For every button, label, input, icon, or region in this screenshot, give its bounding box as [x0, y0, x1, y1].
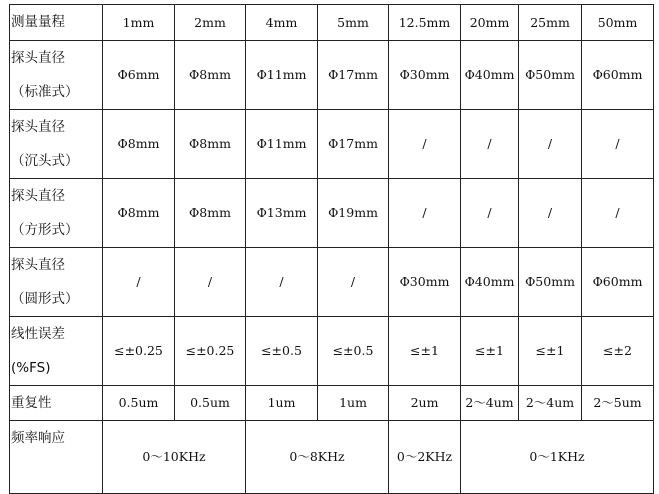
row-label: [10, 41, 103, 110]
row-label: 重复性: [10, 386, 103, 421]
value-cell: Φ19mm: [318, 179, 389, 248]
value-cell: ≤±0.5: [246, 317, 318, 386]
value-cell: Φ17mm: [318, 41, 389, 110]
range-cell: 50mm: [582, 5, 654, 41]
row-probe-standard: [10, 41, 654, 110]
value-cell: ≤±0.25: [103, 317, 175, 386]
row-label-line2: （标准式）: [11, 84, 79, 100]
value-cell: Φ11mm: [246, 110, 318, 179]
value-cell: /: [318, 248, 389, 317]
value-cell: /: [389, 110, 461, 179]
row-label-line2: （沉头式）: [11, 153, 79, 169]
range-cell: 2mm: [175, 5, 246, 41]
value-cell: 1um: [318, 386, 389, 421]
row-label: 频率响应: [10, 421, 103, 494]
frequency-cell: 0～1KHz: [461, 421, 654, 494]
value-cell: ≤±1: [461, 317, 519, 386]
value-cell: /: [461, 110, 519, 179]
frequency-cell: 0～10KHz: [103, 421, 246, 494]
range-cell: 25mm: [519, 5, 582, 41]
value-cell: Φ8mm: [175, 41, 246, 110]
range-cell: 12.5mm: [389, 5, 461, 41]
row-label: [10, 317, 103, 386]
value-cell: ≤±0.25: [175, 317, 246, 386]
value-cell: ≤±1: [389, 317, 461, 386]
row-probe-countersunk: [10, 110, 654, 179]
row-probe-round: [10, 248, 654, 317]
value-cell: Φ50mm: [519, 248, 582, 317]
value-cell: Φ17mm: [318, 110, 389, 179]
value-cell: Φ50mm: [519, 41, 582, 110]
value-cell: Φ11mm: [246, 41, 318, 110]
row-label-line2: （圆形式）: [11, 291, 79, 307]
value-cell: Φ30mm: [389, 248, 461, 317]
range-header-label: 测量量程: [10, 5, 103, 41]
value-cell: 1um: [246, 386, 318, 421]
value-cell: 2um: [389, 386, 461, 421]
row-label-line2: (%FS): [11, 360, 51, 376]
row-label-line1: 探头直径: [11, 188, 65, 204]
range-cell: 1mm: [103, 5, 175, 41]
value-cell: /: [461, 179, 519, 248]
value-cell: /: [103, 248, 175, 317]
value-cell: ≤±0.5: [318, 317, 389, 386]
value-cell: ≤±1: [519, 317, 582, 386]
value-cell: 2～4um: [461, 386, 519, 421]
value-cell: /: [582, 110, 654, 179]
row-label-line1: 探头直径: [11, 119, 65, 135]
value-cell: 0.5um: [103, 386, 175, 421]
row-label-line2: （方形式）: [11, 222, 79, 238]
value-cell: /: [582, 179, 654, 248]
value-cell: Φ6mm: [103, 41, 175, 110]
value-cell: 0.5um: [175, 386, 246, 421]
range-cell: 20mm: [461, 5, 519, 41]
value-cell: /: [519, 179, 582, 248]
value-cell: /: [389, 179, 461, 248]
value-cell: Φ8mm: [103, 179, 175, 248]
range-cell: 4mm: [246, 5, 318, 41]
value-cell: Φ60mm: [582, 248, 654, 317]
value-cell: Φ60mm: [582, 41, 654, 110]
header-row: [10, 5, 654, 41]
value-cell: /: [519, 110, 582, 179]
row-label: [10, 248, 103, 317]
row-repeatability: [10, 386, 654, 421]
row-frequency-response: [10, 421, 654, 494]
row-label: [10, 179, 103, 248]
range-cell: 5mm: [318, 5, 389, 41]
value-cell: Φ13mm: [246, 179, 318, 248]
frequency-cell: 0～8KHz: [246, 421, 389, 494]
row-label-line1: 探头直径: [11, 50, 65, 66]
row-probe-square: [10, 179, 654, 248]
frequency-cell: 0～2KHz: [389, 421, 461, 494]
value-cell: 2～5um: [582, 386, 654, 421]
value-cell: Φ40mm: [461, 41, 519, 110]
value-cell: Φ8mm: [103, 110, 175, 179]
value-cell: 2～4um: [519, 386, 582, 421]
value-cell: /: [175, 248, 246, 317]
value-cell: Φ8mm: [175, 179, 246, 248]
value-cell: Φ8mm: [175, 110, 246, 179]
row-label: [10, 110, 103, 179]
row-label-line1: 探头直径: [11, 257, 65, 273]
value-cell: /: [246, 248, 318, 317]
value-cell: Φ40mm: [461, 248, 519, 317]
row-linearity-error: [10, 317, 654, 386]
value-cell: ≤±2: [582, 317, 654, 386]
row-label-line1: 线性误差: [11, 326, 65, 342]
value-cell: Φ30mm: [389, 41, 461, 110]
probe-spec-table: [9, 4, 654, 494]
